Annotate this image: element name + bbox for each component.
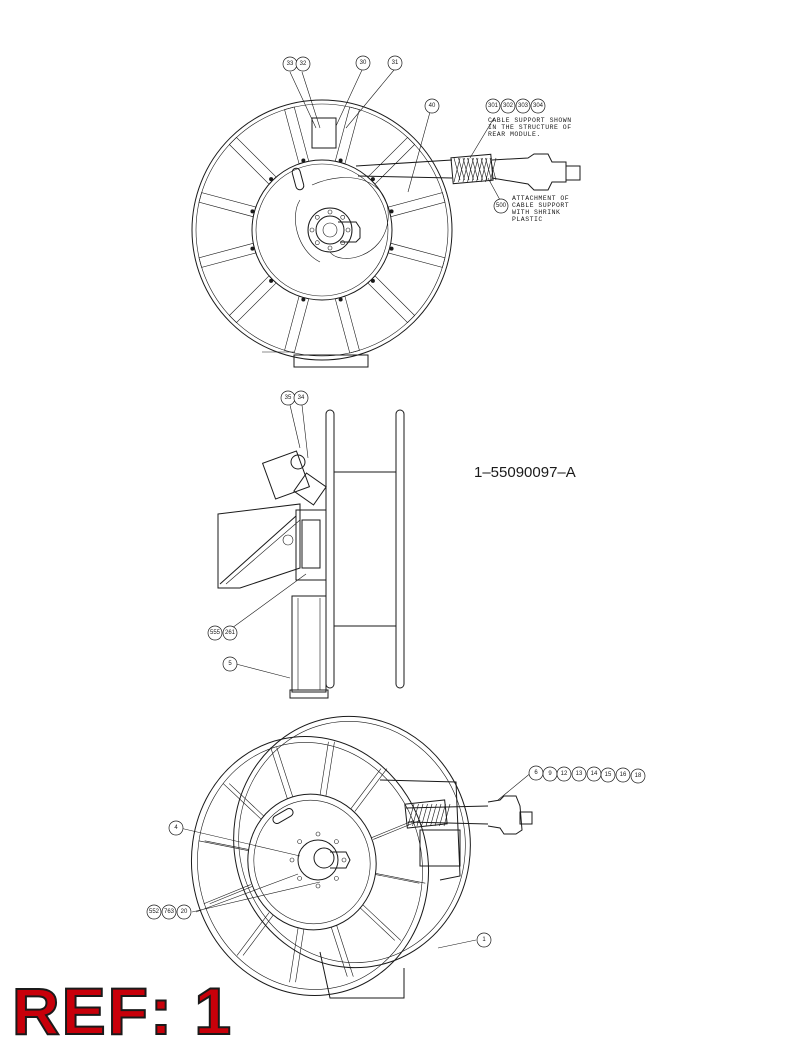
- callout-label: 301: [487, 103, 499, 109]
- callout-bubble: [516, 99, 530, 113]
- spoke: [223, 784, 261, 820]
- callout-bubble: [169, 821, 183, 835]
- note-line: ATTACHMENT OF: [512, 195, 570, 202]
- callout-label: 14: [590, 771, 598, 777]
- callout-label: 40: [428, 103, 436, 109]
- note-line: IN THE STRUCTURE OF: [488, 124, 572, 131]
- hub-bolt: [341, 241, 345, 245]
- spoke: [388, 243, 445, 267]
- bolt: [269, 279, 273, 283]
- bolt: [371, 279, 375, 283]
- ref-label: REF: 1: [12, 974, 234, 1048]
- callout-label: 763: [163, 909, 175, 915]
- callout-bubble: [572, 767, 586, 781]
- callout-bubble: [529, 766, 543, 780]
- note-line: CABLE SUPPORT: [512, 202, 570, 209]
- callout-bubble: [557, 767, 571, 781]
- spoke: [335, 296, 359, 353]
- callout-label: 5: [228, 661, 232, 667]
- callout-bubble: [147, 905, 161, 919]
- callout-label: 261: [224, 630, 236, 636]
- hub-bolt: [341, 215, 345, 219]
- bolt: [301, 298, 305, 302]
- spoke: [205, 841, 254, 851]
- note-line: WITH SHRINK: [512, 209, 561, 216]
- callout-label: 35: [284, 395, 292, 401]
- front-spokes: [199, 107, 445, 353]
- bolt: [301, 158, 305, 162]
- spoke: [388, 193, 445, 217]
- callout-bubble: [296, 57, 310, 71]
- callout-bubble: [223, 657, 237, 671]
- callout-bubble: [388, 56, 402, 70]
- spoke: [370, 873, 419, 883]
- callout-bubble: [425, 99, 439, 113]
- spoke: [335, 107, 359, 164]
- spoke: [229, 276, 276, 323]
- callout-label: 4: [174, 825, 178, 831]
- callout-label: 32: [299, 61, 307, 67]
- spoke: [229, 784, 267, 820]
- callout-label: 13: [575, 771, 583, 777]
- note-line: REAR MODULE.: [488, 131, 541, 138]
- iso-view: [168, 694, 532, 1017]
- callout-bubble: [283, 57, 297, 71]
- callout-label: 18: [634, 773, 642, 779]
- hub-bolt: [315, 241, 319, 245]
- callout-bubble: [486, 99, 500, 113]
- spoke: [368, 276, 415, 323]
- note-line: PLASTIC: [512, 216, 543, 223]
- spoke: [362, 904, 400, 940]
- callout-label: 30: [359, 60, 367, 66]
- bolt: [371, 177, 375, 181]
- spoke: [243, 913, 275, 956]
- callout-label: 6: [534, 770, 538, 776]
- note-cable-support: [488, 117, 572, 138]
- spoke: [285, 107, 309, 164]
- side-view: [218, 405, 404, 698]
- spoke: [199, 243, 256, 267]
- callout-bubble: [616, 768, 630, 782]
- spoke: [376, 873, 425, 883]
- callout-bubble: [177, 905, 191, 919]
- callout-label: 500: [495, 203, 507, 209]
- spoke: [349, 769, 381, 812]
- callout-bubble: [494, 199, 508, 213]
- hose-braid: [454, 158, 496, 182]
- callout-label: 33: [286, 61, 294, 67]
- spoke: [199, 193, 256, 217]
- callout-bubble: [281, 391, 295, 405]
- spoke: [237, 913, 269, 956]
- hub-bolt: [346, 228, 350, 232]
- callout-label: 304: [532, 103, 544, 109]
- callout-label: 12: [560, 771, 568, 777]
- callout-bubble: [543, 767, 557, 781]
- callout-label: 20: [180, 909, 188, 915]
- callout-bubble: [587, 767, 601, 781]
- callout-label: 552: [148, 909, 160, 915]
- callout-label: 9: [548, 771, 552, 777]
- callout-bubble: [208, 626, 222, 640]
- callout-bubble: [356, 56, 370, 70]
- spoke: [355, 769, 387, 812]
- callout-bubble: [531, 99, 545, 113]
- callout-bubble: [601, 768, 615, 782]
- bolt: [269, 177, 273, 181]
- callout-label: 555: [209, 630, 221, 636]
- callout-label: 15: [604, 772, 612, 778]
- hub-bolt: [328, 246, 332, 250]
- callout-label: 302: [502, 103, 514, 109]
- callout-label: 31: [391, 60, 399, 66]
- spoke: [285, 296, 309, 353]
- callout-label: 34: [297, 395, 305, 401]
- hub-bolt: [310, 228, 314, 232]
- callout-bubble: [631, 769, 645, 783]
- callout-bubble: [501, 99, 515, 113]
- bolt: [390, 247, 394, 251]
- note-line: CABLE SUPPORT SHOWN: [488, 117, 572, 124]
- bolt: [390, 209, 394, 213]
- note-attachment: [512, 195, 569, 223]
- callout-label: 1: [482, 937, 486, 943]
- bolt: [339, 298, 343, 302]
- bolt: [250, 247, 254, 251]
- spoke: [356, 904, 394, 940]
- bolt: [250, 209, 254, 213]
- callout-bubble: [162, 905, 176, 919]
- spoke: [210, 885, 257, 904]
- part-number: 1–55090097–A: [474, 464, 576, 481]
- hub-bolt: [328, 210, 332, 214]
- callout-label: 303: [517, 103, 529, 109]
- callout-bubble: [223, 626, 237, 640]
- callout-bubble: [477, 933, 491, 947]
- callout-label: 16: [619, 772, 627, 778]
- callout-bubble: [294, 391, 308, 405]
- spoke: [229, 137, 276, 184]
- bolt: [339, 158, 343, 162]
- hub-bolt: [315, 215, 319, 219]
